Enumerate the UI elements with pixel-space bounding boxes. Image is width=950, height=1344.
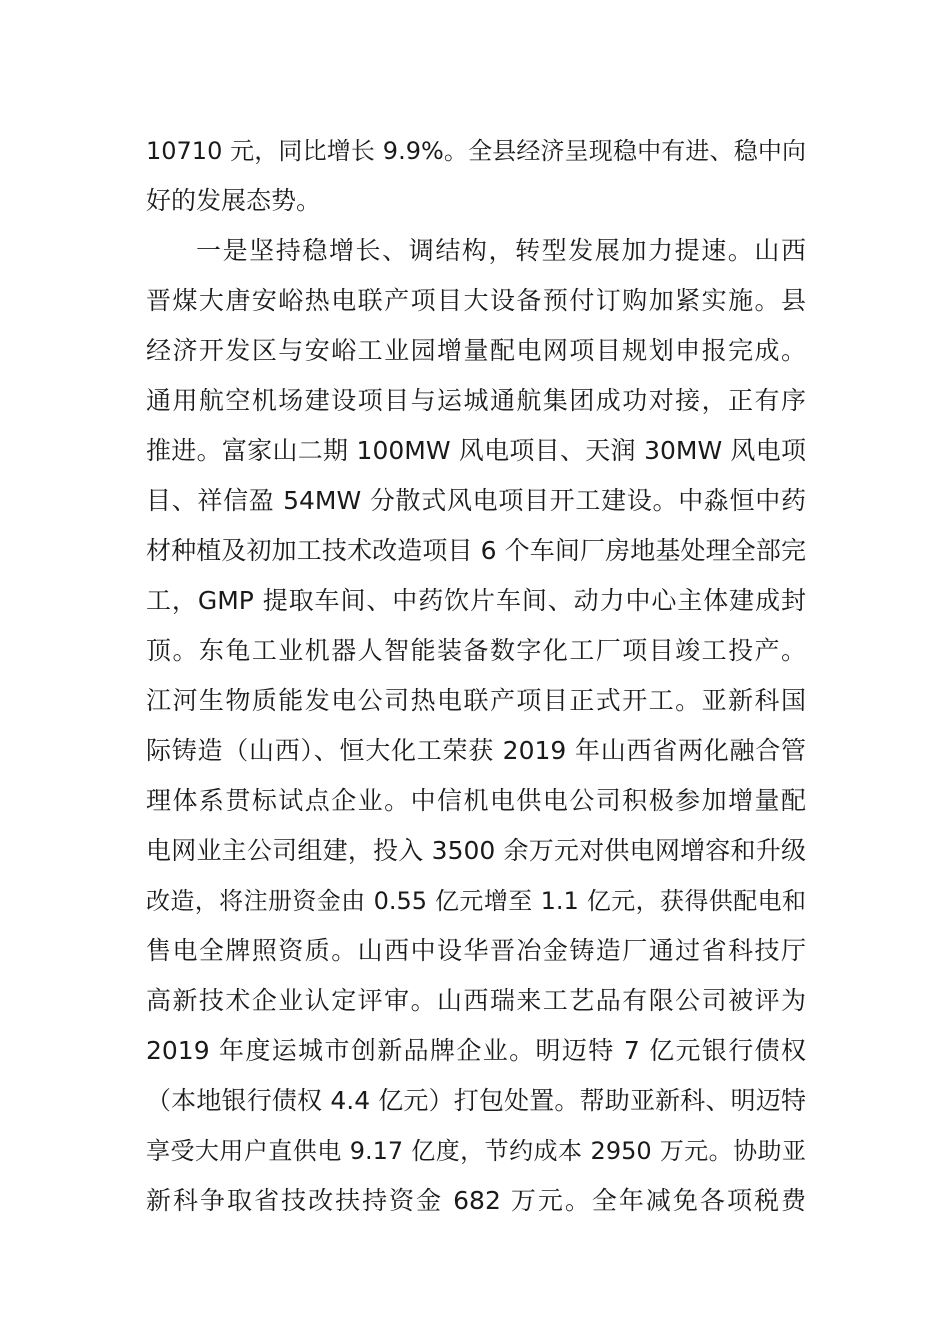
text-line: 售电全牌照资质。山西中设华晋冶金铸造厂通过省科技厅 (146, 936, 806, 965)
text-line: 江河生物质能发电公司热电联产项目正式开工。亚新科国 (146, 686, 806, 715)
document-body (146, 126, 806, 1226)
text-line: 改造，将注册资金由 0.55 亿元增至 1.1 亿元，获得供配电和 (146, 887, 806, 915)
text-line: 10710 元，同比增长 9.9%。全县经济呈现稳中有进、稳中向 (146, 137, 806, 165)
paragraph-1 (146, 126, 806, 226)
text-line: 电网业主公司组建，投入 3500 余万元对供电网增容和升级 (146, 836, 806, 865)
text-line: 一是坚持稳增长、调结构，转型发展加力提速。山西 (196, 236, 806, 265)
text-line: 工，GMP 提取车间、中药饮片车间、动力中心主体建成封 (146, 586, 806, 615)
text-line: 2019 年度运城市创新品牌企业。明迈特 7 亿元银行债权 (146, 1036, 806, 1065)
text-line: 经济开发区与安峪工业园增量配电网项目规划申报完成。 (146, 336, 806, 365)
text-line: 通用航空机场建设项目与运城通航集团成功对接，正有序 (146, 386, 806, 415)
text-line: 顶。东龟工业机器人智能装备数字化工厂项目竣工投产。 (146, 636, 806, 665)
text-line: 新科争取省技改扶持资金 682 万元。全年减免各项税费 (146, 1186, 806, 1215)
text-line: 晋煤大唐安峪热电联产项目大设备预付订购加紧实施。县 (146, 286, 806, 315)
text-line: 推进。富家山二期 100MW 风电项目、天润 30MW 风电项 (146, 436, 806, 465)
text-line: 理体系贯标试点企业。中信机电供电公司积极参加增量配 (146, 786, 806, 815)
text-line: 好的发展态势。 (146, 186, 322, 215)
text-line: （本地银行债权 4.4 亿元）打包处置。帮助亚新科、明迈特 (146, 1086, 806, 1115)
text-line: 际铸造（山西）、恒大化工荣获 2019 年山西省两化融合管 (146, 736, 806, 765)
text-line: 享受大用户直供电 9.17 亿度，节约成本 2950 万元。协助亚 (146, 1137, 806, 1165)
paragraph-2 (146, 226, 806, 1226)
text-line: 目、祥信盈 54MW 分散式风电项目开工建设。中淼恒中药 (146, 486, 806, 515)
text-line: 材种植及初加工技术改造项目 6 个车间厂房地基处理全部完 (146, 536, 806, 565)
text-line: 高新技术企业认定评审。山西瑞来工艺品有限公司被评为 (146, 986, 806, 1015)
